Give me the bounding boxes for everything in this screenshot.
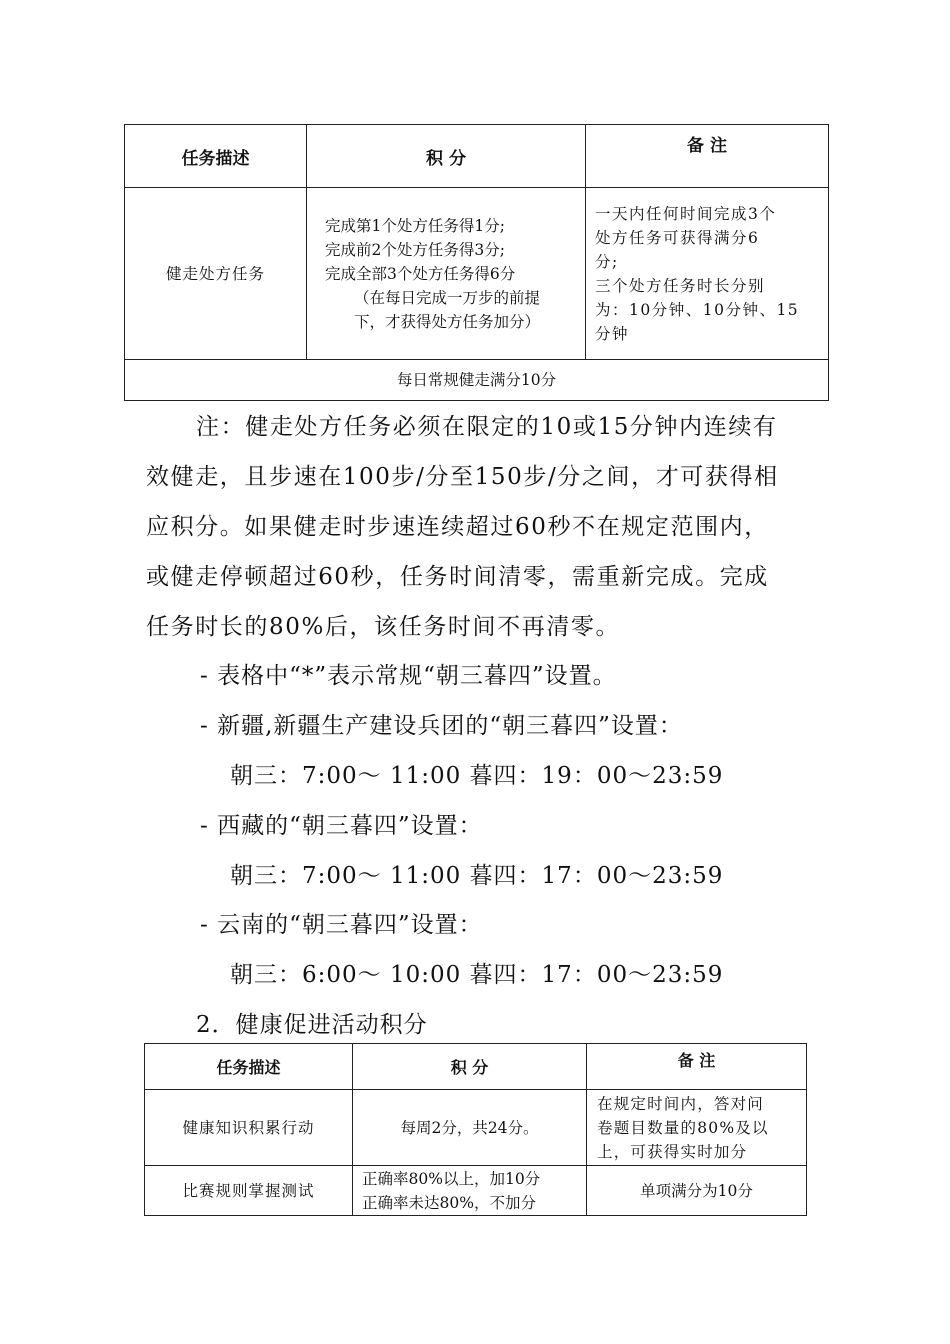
points-cell <box>353 1090 587 1166</box>
walking-task-table <box>124 124 829 401</box>
points-cell <box>307 188 586 360</box>
points-line: 完成前2个处方任务得3分; <box>325 240 505 259</box>
section-heading: 2．健康促进活动积分 <box>196 1012 428 1038</box>
header-notes: 备 注 <box>586 125 829 188</box>
header-points: 积 分 <box>353 1044 587 1090</box>
note-line: 效健走，且步速在100步/分至150步/分之间，才可获得相 <box>146 464 779 490</box>
points-line: 正确率80%以上，加10分 <box>362 1169 541 1188</box>
settings-item: - 云南的“朝三暮四”设置： <box>200 912 483 938</box>
notes-cell <box>587 1166 807 1216</box>
settings-time: 朝三：6:00～ 10:00 暮四：17：00～23:59 <box>230 962 724 988</box>
points-line: 完成全部3个处方任务得6分 <box>325 264 516 283</box>
table-row <box>125 188 829 360</box>
table-row <box>145 1166 807 1216</box>
settings-time: 朝三：7:00～ 11:00 暮四：17：00～23:59 <box>230 863 724 889</box>
notes-line: 为：10分钟、10分钟、15 <box>595 300 800 319</box>
notes-line: 分; <box>595 252 619 271</box>
notes-cell <box>586 188 829 360</box>
points-line: 下，才获得处方任务加分） <box>353 312 540 331</box>
points-line: 正确率未达80%，不加分 <box>362 1193 536 1212</box>
note-line: 注：健走处方任务必须在限定的10或15分钟内连续有 <box>196 414 778 440</box>
task-cell: 比赛规则掌握测试 <box>145 1166 353 1216</box>
table-footer-row <box>125 360 829 401</box>
table-row <box>145 1090 807 1166</box>
note-line: 任务时长的80%后，该任务时间不再清零。 <box>146 614 621 640</box>
settings-item: - 表格中“*”表示常规“朝三暮四”设置。 <box>200 663 617 689</box>
settings-item: - 新疆,新疆生产建设兵团的“朝三暮四”设置： <box>200 713 683 739</box>
settings-time: 朝三：7:00～ 11:00 暮四：19：00～23:59 <box>230 763 724 789</box>
notes-cell <box>587 1090 807 1166</box>
task-cell: 健康知识积累行动 <box>145 1090 353 1166</box>
task-cell: 健走处方任务 <box>125 188 307 360</box>
points-line: 每周2分，共24分。 <box>400 1118 539 1137</box>
notes-line: 上，可获得实时加分 <box>597 1142 748 1161</box>
points-line: （在每日完成一万步的前提 <box>353 288 540 307</box>
header-task-description: 任务描述 <box>125 125 307 188</box>
points-cell <box>353 1166 587 1216</box>
notes-line: 在规定时间内，答对问 <box>597 1094 765 1113</box>
table-header-row <box>125 125 829 188</box>
points-line: 完成第1个处方任务得1分; <box>325 216 505 235</box>
daily-total-note: 每日常规健走满分10分 <box>125 360 829 401</box>
header-points: 积 分 <box>307 125 586 188</box>
settings-item: - 西藏的“朝三暮四”设置： <box>200 813 483 839</box>
header-notes: 备 注 <box>587 1044 807 1090</box>
notes-line: 卷题目数量的80%及以 <box>597 1118 769 1137</box>
health-activity-table <box>144 1043 807 1216</box>
note-line: 或健走停顿超过60秒，任务时间清零，需重新完成。完成 <box>146 564 769 590</box>
notes-line: 一天内任何时间完成3个 <box>595 204 777 223</box>
notes-line: 分钟 <box>595 324 630 343</box>
header-task-description: 任务描述 <box>145 1044 353 1090</box>
notes-line: 单项满分为10分 <box>640 1181 753 1200</box>
table-header-row <box>145 1044 807 1090</box>
note-line: 应积分。如果健走时步速连续超过60秒不在规定范围内， <box>146 514 769 540</box>
notes-line: 三个处方任务时长分别 <box>595 276 766 295</box>
notes-line: 处方任务可获得满分6 <box>595 228 760 247</box>
